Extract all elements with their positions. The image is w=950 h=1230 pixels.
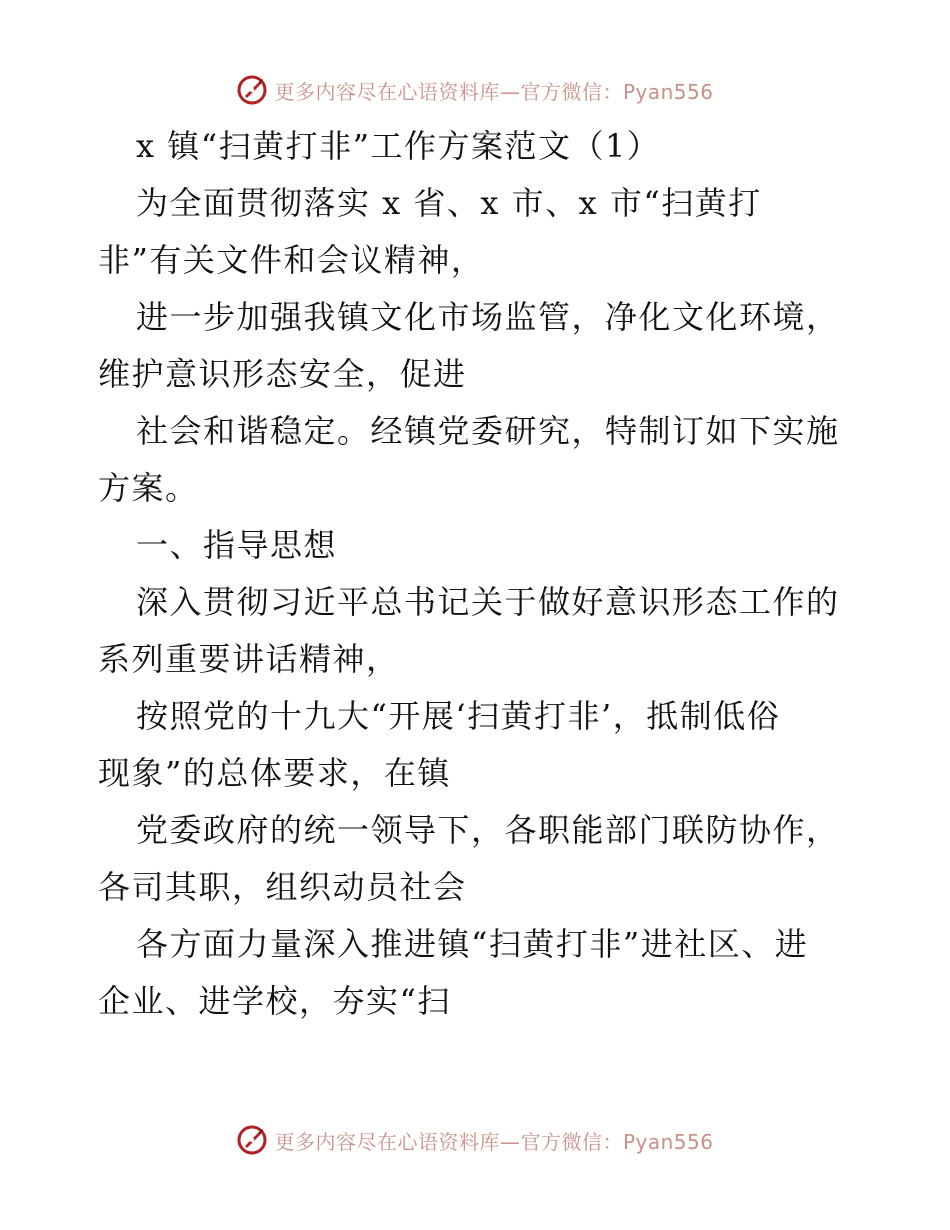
doc-line: 进一步加强我镇文化市场监管，净化文化环境， bbox=[136, 298, 840, 336]
watermark-text: 更多内容尽在心语资料库—官方微信：Pyan556 bbox=[274, 1129, 714, 1154]
section-heading: 一、指导思想 bbox=[136, 526, 338, 564]
doc-line: 维护意识形态安全，促进 bbox=[98, 355, 467, 393]
doc-line: 各方面力量深入推进镇“扫黄打非”进社区、进 bbox=[136, 925, 809, 963]
doc-line: 党委政府的统一领导下，各职能部门联防协作， bbox=[136, 811, 840, 849]
doc-line: 现象”的总体要求，在镇 bbox=[98, 754, 451, 792]
doc-line: 企业、进学校，夯实“扫 bbox=[98, 982, 451, 1020]
document-body bbox=[98, 118, 858, 1030]
doc-line: 为全面贯彻落实 x 省、x 市、x 市“扫黄打 bbox=[136, 184, 762, 222]
quill-pen-logo-icon bbox=[236, 74, 268, 106]
header-watermark bbox=[0, 70, 950, 110]
doc-line: 按照党的十九大“开展‘扫黄打非’，抵制低俗 bbox=[136, 697, 781, 735]
doc-line: 系列重要讲话精神， bbox=[98, 640, 400, 678]
footer-watermark bbox=[0, 1120, 950, 1160]
doc-line: 非”有关文件和会议精神， bbox=[98, 241, 485, 279]
quill-pen-logo-icon bbox=[236, 1124, 268, 1156]
doc-line: 方案。 bbox=[98, 469, 199, 507]
doc-line: 各司其职，组织动员社会 bbox=[98, 868, 467, 906]
doc-line: 深入贯彻习近平总书记关于做好意识形态工作的 bbox=[136, 583, 840, 621]
doc-line: x 镇“扫黄打非”工作方案范文（1） bbox=[136, 127, 661, 165]
doc-line: 社会和谐稳定。经镇党委研究，特制订如下实施 bbox=[136, 412, 840, 450]
watermark-text: 更多内容尽在心语资料库—官方微信：Pyan556 bbox=[274, 79, 714, 104]
